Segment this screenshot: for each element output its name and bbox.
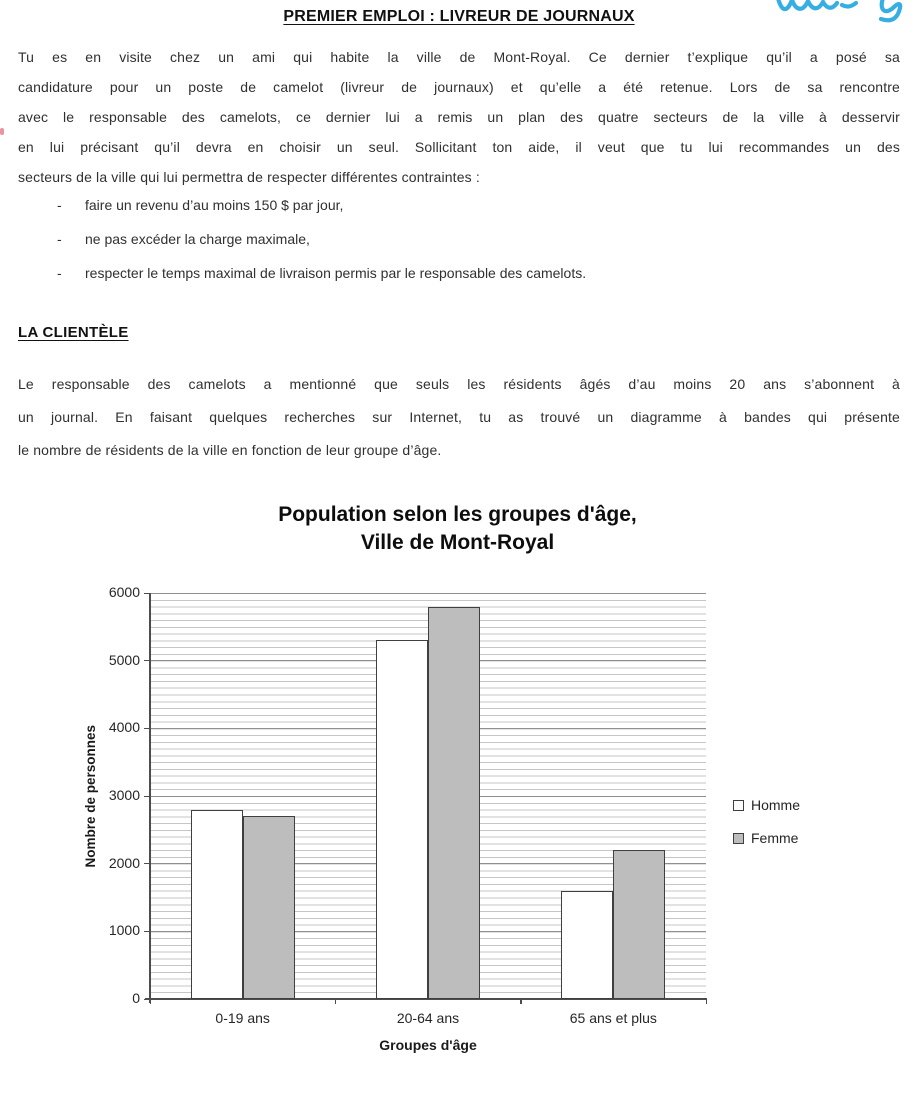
text-line: avec le responsable des camelots, ce dernier lui a remis un plan des quatre secteurs de la ville à desservir	[18, 109, 900, 125]
text-line: le nombre de résidents de la ville en fonction de leur groupe d’âge.	[18, 442, 442, 458]
constraints-list	[18, 188, 917, 290]
bar-chart	[82, 495, 830, 1070]
chart-title	[85, 501, 830, 557]
y-axis-label-6000: 6000	[108, 584, 140, 600]
list-item	[57, 188, 917, 222]
y-axis-label-4000: 4000	[108, 719, 140, 736]
bar-femme-0-19-ans	[243, 816, 295, 999]
intro-paragraph	[18, 42, 900, 192]
x-axis-label-0: 0-19 ans	[215, 1010, 270, 1026]
text-line: Tu es en visite chez un ami qui habite la ville de Mont-Royal. Ce dernier t’explique qu’il a posé sa	[18, 49, 900, 65]
x-axis-title: Groupes d'âge	[379, 1037, 477, 1053]
text-line: un journal. En faisant quelques recherches sur Internet, tu as trouvé un diagramme à bandes qui présente	[18, 409, 900, 425]
y-axis-label-0: 0	[132, 990, 140, 1006]
y-axis-label-5000: 5000	[108, 651, 140, 668]
text-line: en lui précisant qu’il devra en choisir un seul. Sollicitant ton aide, il veut que tu lui recommandes un des	[18, 139, 900, 155]
constraint-text: respecter le temps maximal de livraison permis par le responsable des camelots.	[85, 265, 587, 281]
text-line: secteurs de la ville qui lui permettra de respecter différentes contraintes :	[18, 169, 480, 185]
legend-swatch-homme	[733, 800, 744, 811]
bar-femme-65-ans-et-plus	[613, 850, 665, 999]
page-title	[0, 8, 918, 26]
text-line: candidature pour un poste de camelot (livreur de journaux) et qu’elle a été retenue. Lors de sa rencontre	[18, 79, 900, 95]
list-item	[57, 222, 917, 256]
scan-artifact	[0, 128, 4, 135]
clientele-paragraph	[18, 368, 900, 467]
y-axis-label-2000: 2000	[108, 854, 140, 871]
gridline-6000	[150, 593, 706, 594]
legend-label-homme: Homme	[751, 797, 801, 813]
x-axis-label-2: 65 ans et plus	[569, 1010, 657, 1026]
x-boundary-tick-3	[706, 999, 708, 1004]
constraint-text: ne pas excéder la charge maximale,	[85, 231, 310, 247]
x-boundary-tick-1	[335, 999, 337, 1004]
chart-title-line1: Population selon les groupes d'âge,	[278, 503, 637, 526]
x-boundary-tick-2	[520, 999, 522, 1004]
y-axis-title: Nombre de personnes	[82, 724, 98, 868]
y-axis-line	[149, 593, 151, 1003]
handwriting-stroke	[842, 3, 856, 6]
bar-homme-65-ans-et-plus	[561, 891, 613, 999]
legend-label-femme: Femme	[751, 830, 799, 846]
list-item	[57, 256, 917, 290]
legend-swatch-femme	[733, 833, 744, 844]
text-line: Le responsable des camelots a mentionné que seuls les résidents âgés d’au moins 20 ans s’abonnent à	[18, 376, 900, 392]
legend-item-femme	[733, 830, 800, 846]
bar-homme-0-19-ans	[191, 810, 243, 999]
section-heading: LA CLIENTÈLE	[18, 324, 129, 341]
page-title-text: PREMIER EMPLOI : LIVREUR DE JOURNAUX	[283, 8, 635, 25]
y-axis-label-1000: 1000	[108, 922, 140, 939]
bar-femme-20-64-ans	[428, 607, 480, 999]
constraint-text: faire un revenu d’au moins 150 $ par jour,	[85, 197, 344, 213]
legend-item-homme	[733, 797, 800, 813]
chart-title-line2: Ville de Mont-Royal	[360, 531, 555, 554]
x-axis-label-1: 20-64 ans	[396, 1010, 460, 1026]
bar-homme-20-64-ans	[376, 640, 428, 999]
chart-legend	[733, 797, 800, 863]
y-axis-label-3000: 3000	[108, 787, 140, 803]
